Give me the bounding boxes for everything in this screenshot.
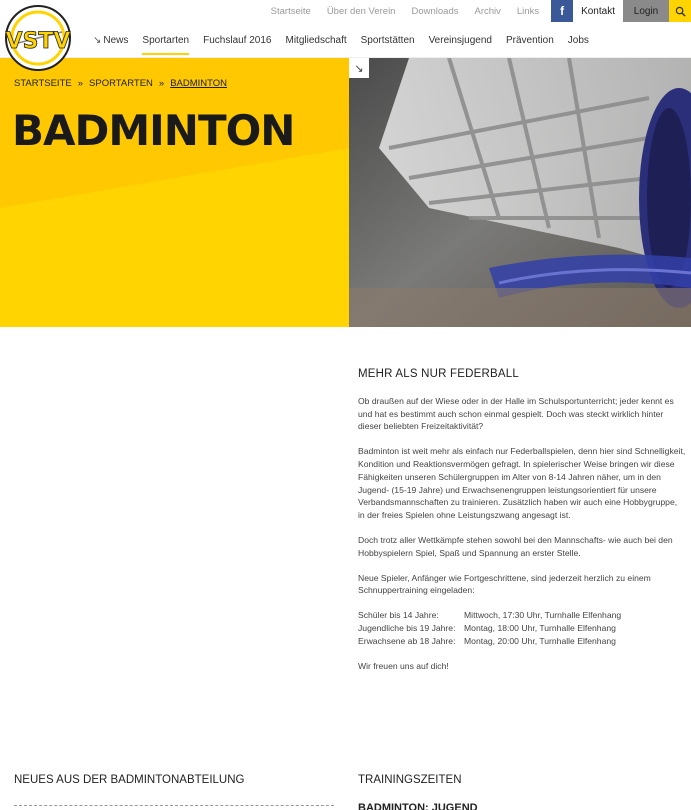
paragraph: Ob draußen auf der Wiese oder in der Halle im Schulsportunterricht; jeder kennt es und hat es bestimmt auch schon einmal gespielt. Doch was steckt wirklich hinter dieser beliebten Freizeitaktivität?	[358, 395, 674, 432]
kontakt-button[interactable]: Kontakt	[573, 0, 623, 22]
breadcrumb-sportarten[interactable]: SPORTARTEN	[89, 78, 153, 89]
news-heading: NEUES AUS DER BADMINTONABTEILUNG	[14, 774, 245, 786]
paragraph: Doch trotz aller Wettkämpfe stehen sowohl bei den Mannschafts- wie auch bei den Hobbyspielern Spiel, Spaß und Spannung an erster Stelle.	[358, 534, 673, 558]
divider	[14, 805, 334, 806]
breadcrumb-separator: »	[158, 78, 165, 89]
search-button[interactable]	[669, 0, 691, 22]
nav-sportarten[interactable]: Sportarten	[135, 22, 196, 58]
arrow-down-right-icon: ↘	[93, 34, 102, 46]
article	[358, 368, 686, 684]
login-button[interactable]: Login	[623, 0, 669, 22]
nav-sportstaetten[interactable]: Sportstätten	[360, 34, 415, 46]
link-archiv[interactable]: Archiv	[474, 5, 501, 17]
schedule-row	[358, 622, 686, 635]
nav-praevention[interactable]: Prävention	[505, 34, 554, 46]
nav-jobs[interactable]: Jobs	[567, 34, 589, 46]
nav-vereinsjugend[interactable]: Vereinsjugend	[428, 34, 492, 46]
schedule-row	[358, 635, 686, 648]
search-icon	[675, 6, 686, 17]
schedule-group: Erwachsene ab 18 Jahre:	[358, 635, 456, 646]
schedule-group: Jugendliche bis 19 Jahre:	[358, 622, 456, 633]
top-bar	[0, 0, 691, 22]
link-downloads[interactable]: Downloads	[411, 5, 459, 17]
section-heading: MEHR ALS NUR FEDERBALL	[358, 368, 519, 380]
training-subheading: BADMINTON: JUGEND	[358, 802, 478, 810]
hero	[0, 58, 691, 327]
nav-mitgliedschaft[interactable]: Mitgliedschaft	[285, 34, 347, 46]
svg-text:VSTV: VSTV	[5, 29, 71, 54]
breadcrumb-current: BADMINTON	[170, 78, 228, 89]
schedule-group: Schüler bis 14 Jahre:	[358, 610, 439, 621]
schedule-time: Montag, 20:00 Uhr, Turnhalle Elfenhang	[464, 635, 616, 646]
facebook-icon[interactable]: f	[551, 0, 573, 22]
nav-news-label: News	[103, 34, 129, 46]
hero-image-shuttlecock	[349, 58, 691, 327]
nav-news[interactable]	[86, 22, 135, 58]
hero-title-panel	[0, 58, 349, 327]
training-heading: TRAININGSZEITEN	[358, 774, 462, 786]
paragraph: Neue Spieler, Anfänger wie Fortgeschrittene, sind jederzeit herzlich zu einem Schnuppertraining eingeladen:	[358, 572, 651, 596]
breadcrumb-separator: »	[77, 78, 84, 89]
schedule-list	[358, 609, 686, 647]
schedule-row	[358, 609, 686, 622]
link-ueber-den-verein[interactable]: Über den Verein	[326, 5, 396, 17]
utility-nav	[263, 0, 691, 22]
page-title: BADMINTON	[12, 106, 295, 155]
link-links[interactable]: Links	[516, 5, 540, 17]
schedule-time: Montag, 18:00 Uhr, Turnhalle Elfenhang	[464, 622, 616, 633]
main-nav	[0, 22, 691, 58]
schedule-time: Mittwoch, 17:30 Uhr, Turnhalle Elfenhang	[464, 610, 622, 621]
paragraph: Badminton ist weit mehr als einfach nur Federballspielen, denn hier sind Schnelligkeit, Kondition und Reaktionsvermögen gefragt. In spielerischer Weise bringen wir diese Fähigkeiten unseren Schülergruppen im Alter von 8-14 Jahren näher, um in den Jugend- (15-19 Jahre) und Erwachsenengruppen leistungsorientiert für unsere Verbandsmannschaften zu trainieren. Zusätzlich haben wir auch eine Hobbygruppe, in der freies Spielen ohne Leistungszwang angesagt ist.	[358, 446, 686, 521]
vstv-logo[interactable]	[4, 4, 72, 72]
breadcrumb-startseite[interactable]: STARTSEITE	[14, 78, 72, 89]
expand-arrow-icon[interactable]: ↘	[349, 58, 369, 78]
breadcrumb	[14, 78, 227, 89]
nav-fuchslauf[interactable]: Fuchslauf 2016	[203, 34, 272, 46]
closing-text: Wir freuen uns auf dich!	[358, 660, 449, 671]
link-startseite[interactable]: Startseite	[270, 5, 311, 17]
